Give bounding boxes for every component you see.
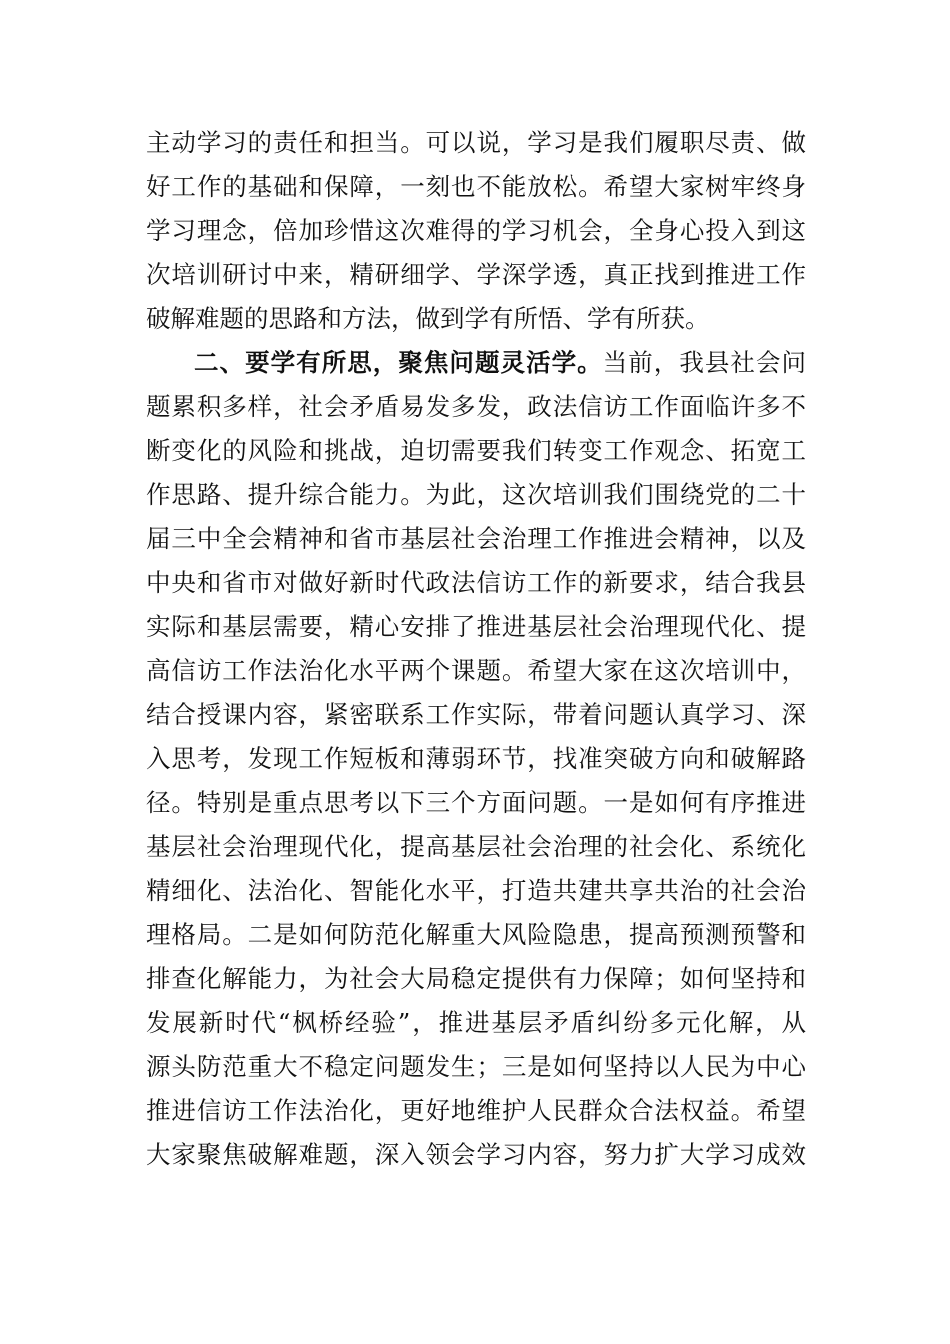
section-heading-line bbox=[194, 344, 806, 388]
body-text-line: 题累积多样，社会矛盾易发多发，政法信访工作面临许多不 bbox=[146, 392, 806, 421]
body-text-line: 理格局。二是如何防范化解重大风险隐患，提高预测预警和 bbox=[146, 920, 806, 949]
body-text-line: 入思考，发现工作短板和薄弱环节，找准突破方向和破解路 bbox=[146, 744, 806, 773]
body-text-line: 次培训研讨中来，精研细学、学深学透，真正找到推进工作 bbox=[146, 260, 806, 289]
body-text-line: 高信访工作法治化水平两个课题。希望大家在这次培训中， bbox=[146, 656, 806, 685]
body-text-line: 结合授课内容，紧密联系工作实际，带着问题认真学习、深 bbox=[146, 700, 806, 729]
body-text-line: 断变化的风险和挑战，迫切需要我们转变工作观念、拓宽工 bbox=[146, 436, 806, 465]
body-text-line: 中央和省市对做好新时代政法信访工作的新要求，结合我县 bbox=[146, 568, 806, 597]
body-text-line: 推进信访工作法治化，更好地维护人民群众合法权益。希望 bbox=[146, 1096, 806, 1125]
body-text-line: 径。特别是重点思考以下三个方面问题。一是如何有序推进 bbox=[146, 788, 806, 817]
body-text-line: 发展新时代“枫桥经验”，推进基层矛盾纠纷多元化解，从 bbox=[146, 1008, 806, 1037]
body-text-line: 学习理念，倍加珍惜这次难得的学习机会，全身心投入到这 bbox=[146, 216, 806, 245]
body-text-line: 好工作的基础和保障，一刻也不能放松。希望大家树牢终身 bbox=[146, 172, 806, 201]
body-text-line: 精细化、法治化、智能化水平，打造共建共享共治的社会治 bbox=[146, 876, 806, 905]
body-text-line: 排查化解能力，为社会大局稳定提供有力保障；如何坚持和 bbox=[146, 964, 806, 993]
section-heading: 二、要学有所思，聚焦问题灵活学。 bbox=[194, 348, 603, 377]
body-text-line: 大家聚焦破解难题，深入领会学习内容，努力扩大学习成效 bbox=[146, 1140, 806, 1169]
body-text-line: 主动学习的责任和担当。可以说，学习是我们履职尽责、做 bbox=[146, 128, 806, 157]
body-text-line: 届三中全会精神和省市基层社会治理工作推进会精神，以及 bbox=[146, 524, 806, 553]
body-text-inline: 当前，我县社会问 bbox=[602, 348, 807, 377]
body-text-line: 破解难题的思路和方法，做到学有所悟、学有所获。 bbox=[146, 304, 710, 333]
body-text-line: 基层社会治理现代化，提高基层社会治理的社会化、系统化 bbox=[146, 832, 806, 861]
body-text-line: 实际和基层需要，精心安排了推进基层社会治理现代化、提 bbox=[146, 612, 806, 641]
body-text-line: 作思路、提升综合能力。为此，这次培训我们围绕党的二十 bbox=[146, 480, 806, 509]
body-text-line: 源头防范重大不稳定问题发生；三是如何坚持以人民为中心 bbox=[146, 1052, 806, 1081]
